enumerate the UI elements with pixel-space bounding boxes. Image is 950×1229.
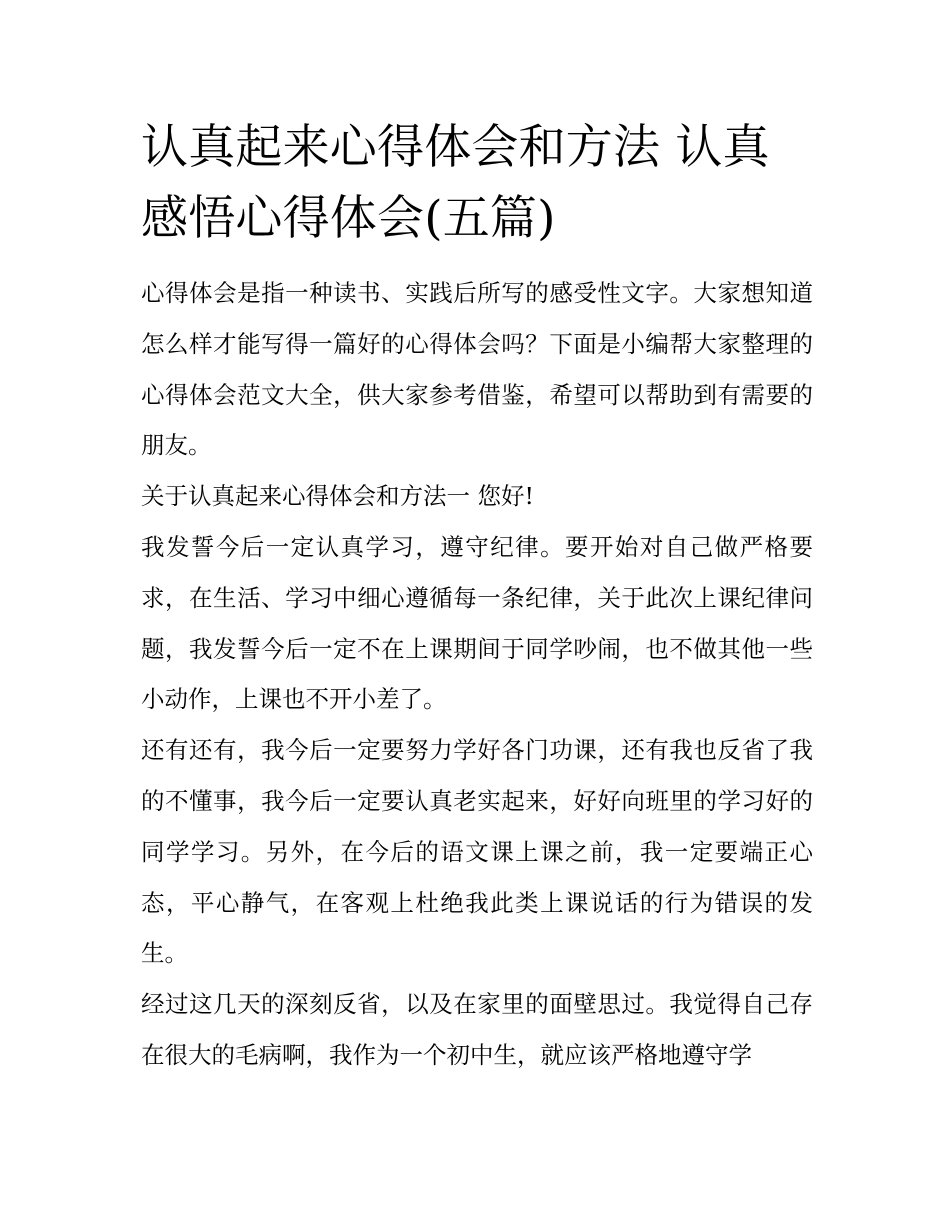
paragraph: 经过这几天的深刻反省，以及在家里的面壁思过。我觉得自己存在很大的毛病啊，我作为一个初中生，就应该严格地遵守学 — [141, 990, 813, 1069]
paragraph: 我发誓今后一定认真学习，遵守纪律。要开始对自己做严格要求，在生活、学习中细心遵循每一条纪律，关于此次上课纪律问题，我发誓今后一定不在上课期间于同学吵闹，也不做其他一些小动作，上课也不开小差了。 — [141, 532, 813, 714]
paragraph-section-heading: 关于认真起来心得体会和方法一 您好! — [141, 482, 534, 511]
document-body — [141, 268, 813, 1081]
paragraph-intro: 心得体会是指一种读书、实践后所写的感受性文字。大家想知道怎么样才能写得一篇好的心得体会吗？下面是小编帮大家整理的心得体会范文大全，供大家参考借鉴，希望可以帮助到有需要的朋友。 — [141, 279, 813, 460]
document-page — [141, 112, 813, 1081]
paragraph: 还有还有，我今后一定要努力学好各门功课，还有我也反省了我的不懂事，我今后一定要认真老实起来，好好向班里的学习好的同学学习。另外，在今后的语文课上课之前，我一定要端正心态，平心静气，在客观上杜绝我此类上课说话的行为错误的发生。 — [141, 736, 813, 968]
document-title: 认真起来心得体会和方法 认真感悟心得体会(五篇) — [141, 120, 770, 246]
